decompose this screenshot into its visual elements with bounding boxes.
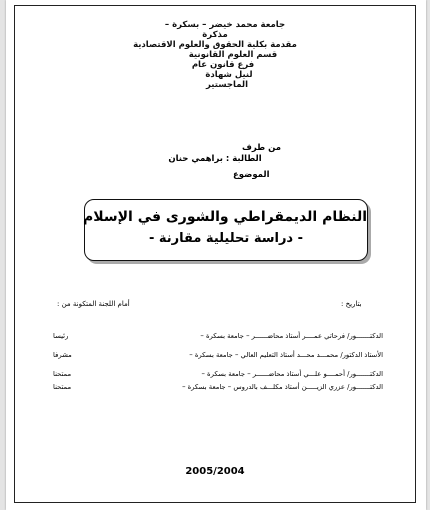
committee-member-role: ممتحنا: [53, 370, 72, 378]
committee-row: [53, 332, 383, 342]
page-border: [14, 5, 416, 503]
committee-member-name: الدكتـــــــور/ عزري الزيـــــن أستاذ مكلـــف بالدروس – جامعة بسكرة –: [182, 383, 383, 391]
date-label: بتاريخ :: [341, 300, 362, 308]
document-page: [6, 0, 426, 510]
committee-row: [53, 370, 383, 380]
committee-member-role: مشرفا: [53, 351, 72, 359]
committee-row: [53, 383, 383, 393]
academic-year: 2005/2004: [185, 466, 245, 477]
faculty-name: مقدمة بكلية الحقوق والعلوم الاقتصادية: [133, 40, 297, 50]
topic-label: الموضوع: [233, 170, 270, 180]
degree-intro: لنيل شهادة: [205, 70, 253, 80]
degree-name: الماجستير: [206, 80, 248, 90]
committee-label: أمام اللجنة المتكونة من :: [57, 300, 130, 308]
committee-row: [53, 351, 383, 361]
thesis-subtitle: - دراسة تحليلية مقارنة -: [148, 231, 304, 246]
student-name: الطالبة : براهمي حنان: [168, 154, 262, 164]
committee-member-name: الدكتـــــــور/ فرحاتي عمــــر أستاذ محاضــــــر – جامعة بسكرة –: [200, 332, 383, 340]
title-box: [84, 199, 368, 261]
cover-header: [15, 20, 415, 90]
department-name: قسم العلوم القانونية: [188, 50, 278, 60]
thesis-title: النظام الديمقراطي والشورى في الإسلام: [82, 209, 367, 225]
document-type: مذكرة: [202, 30, 228, 40]
university-name: جامعة محمد خيضر – بسكرة –: [164, 20, 286, 30]
committee-member-name: الدكتـــــــور/ أحمــــو علـــي أستاذ محاضــــــر – جامعة بسكرة –: [201, 370, 383, 378]
committee-member-name: الأستاذ الدكتور/ محمـــد محـــد أستاذ التعليم العالي – جامعة بسكرة –: [189, 351, 383, 359]
committee-member-role: رئيسا: [53, 332, 69, 340]
committee-member-role: ممتحنا: [53, 383, 72, 391]
branch-name: فرع قانون عام: [191, 60, 255, 70]
by-label: من طرف: [242, 143, 282, 153]
